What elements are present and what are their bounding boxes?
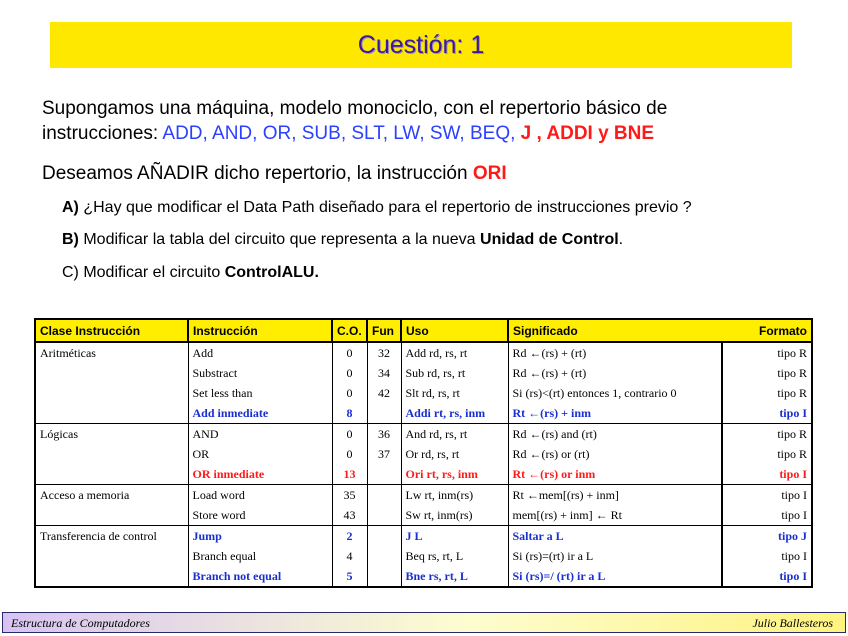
cell-uso: Beq rs, rt, L: [401, 546, 508, 566]
question-a-text: ¿Hay que modificar el Data Path diseñado para el repertorio de instrucciones previo ?: [78, 199, 692, 216]
cell-fun: 42: [367, 383, 401, 403]
cell-significado: Rd ←(rs) and (rt): [508, 424, 722, 445]
cell-instruccion: Substract: [188, 363, 332, 383]
header-significado: Significado: [508, 319, 722, 342]
intro-paragraph: [42, 96, 832, 146]
cell-significado: Si (rs)<(rt) entonces 1, contrario 0: [508, 383, 722, 403]
cell-formato: tipo R: [722, 342, 812, 363]
cell-instruccion: AND: [188, 424, 332, 445]
table-row: [35, 485, 812, 506]
header-instruccion: Instrucción: [188, 319, 332, 342]
footer-bar: [2, 612, 846, 633]
header-fun: Fun: [367, 319, 401, 342]
cell-significado: Si (rs)=/ (rt) ir a L: [508, 566, 722, 587]
table-row: [35, 342, 812, 363]
cell-uso: Or rd, rs, rt: [401, 444, 508, 464]
cell-co: 0: [332, 342, 367, 363]
cell-formato: tipo R: [722, 424, 812, 445]
header-co: C.O.: [332, 319, 367, 342]
cell-uso: Sub rd, rs, rt: [401, 363, 508, 383]
cell-formato: tipo I: [722, 403, 812, 424]
cell-significado: Saltar a L: [508, 526, 722, 547]
cell-significado: Rd ←(rs) + (rt): [508, 342, 722, 363]
cell-clase: [35, 464, 188, 485]
cell-co: 35: [332, 485, 367, 506]
cell-fun: 34: [367, 363, 401, 383]
cell-formato: tipo I: [722, 485, 812, 506]
cell-fun: [367, 505, 401, 526]
cell-significado: mem[(rs) + inm] ← Rt: [508, 505, 722, 526]
cell-co: 0: [332, 444, 367, 464]
cell-formato: tipo R: [722, 363, 812, 383]
question-a-label: A): [62, 199, 79, 216]
table-header-row: [35, 319, 812, 342]
question-c: [62, 264, 319, 282]
cell-co: 5: [332, 566, 367, 587]
cell-fun: 37: [367, 444, 401, 464]
cell-uso: Lw rt, inm(rs): [401, 485, 508, 506]
table-row: [35, 546, 812, 566]
table-row: [35, 403, 812, 424]
cell-significado: Rd ←(rs) + (rt): [508, 363, 722, 383]
cell-instruccion: Branch equal: [188, 546, 332, 566]
cell-co: 0: [332, 424, 367, 445]
cell-fun: [367, 566, 401, 587]
question-a: [62, 199, 692, 217]
new-instruction: ORI: [472, 163, 507, 184]
intro-prefix: instrucciones:: [42, 123, 163, 144]
table-row: [35, 505, 812, 526]
slide-title: Cuestión: 1: [357, 30, 485, 59]
intro-line-2: [42, 121, 832, 146]
cell-clase: [35, 546, 188, 566]
cell-formato: tipo I: [722, 464, 812, 485]
cell-uso: Addi rt, rs, inm: [401, 403, 508, 424]
cell-instruccion: Add: [188, 342, 332, 363]
cell-formato: tipo R: [722, 444, 812, 464]
cell-fun: [367, 403, 401, 424]
cell-clase: [35, 363, 188, 383]
instruction-table: [34, 318, 813, 588]
cell-instruccion: Load word: [188, 485, 332, 506]
cell-co: 0: [332, 363, 367, 383]
cell-instruccion: Set less than: [188, 383, 332, 403]
question-b-bold: Unidad de Control: [480, 231, 619, 248]
cell-fun: [367, 546, 401, 566]
cell-uso: Add rd, rs, rt: [401, 342, 508, 363]
question-c-bold: ControlALU.: [224, 264, 319, 281]
cell-co: 43: [332, 505, 367, 526]
cell-significado: Rd ←(rs) or (rt): [508, 444, 722, 464]
cell-uso: Sw rt, inm(rs): [401, 505, 508, 526]
cell-clase: [35, 505, 188, 526]
header-uso: Uso: [401, 319, 508, 342]
cell-fun: [367, 526, 401, 547]
table-row: [35, 566, 812, 587]
cell-instruccion: Jump: [188, 526, 332, 547]
table-row: [35, 526, 812, 547]
cell-formato: tipo R: [722, 383, 812, 403]
cell-significado: Rt ←mem[(rs) + inm]: [508, 485, 722, 506]
header-clase: Clase Instrucción: [35, 319, 188, 342]
cell-fun: 36: [367, 424, 401, 445]
cell-uso: Ori rt, rs, inm: [401, 464, 508, 485]
cell-clase: [35, 444, 188, 464]
table-row: [35, 383, 812, 403]
base-instructions: ADD, AND, OR, SUB, SLT, LW, SW, BEQ,: [162, 123, 521, 144]
cell-co: 2: [332, 526, 367, 547]
table-row: [35, 444, 812, 464]
cell-formato: tipo I: [722, 505, 812, 526]
cell-fun: [367, 464, 401, 485]
cell-uso: J L: [401, 526, 508, 547]
cell-significado: Rt ←(rs) + inm: [508, 403, 722, 424]
add-line-text: Deseamos AÑADIR dicho repertorio, la instrucción: [42, 163, 473, 184]
question-c-text: C) Modificar el circuito: [62, 264, 225, 281]
cell-clase: Acceso a memoria: [35, 485, 188, 506]
cell-fun: 32: [367, 342, 401, 363]
cell-formato: tipo I: [722, 566, 812, 587]
cell-co: 13: [332, 464, 367, 485]
cell-clase: Aritméticas: [35, 342, 188, 363]
cell-significado: Rt ←(rs) or inm: [508, 464, 722, 485]
cell-instruccion: Store word: [188, 505, 332, 526]
cell-significado: Si (rs)=(rt) ir a L: [508, 546, 722, 566]
cell-uso: And rd, rs, rt: [401, 424, 508, 445]
footer-author: Julio Ballesteros: [752, 616, 833, 630]
footer-course: Estructura de Computadores: [11, 616, 150, 630]
question-b: [62, 231, 623, 249]
cell-uso: Bne rs, rt, L: [401, 566, 508, 587]
cell-co: 8: [332, 403, 367, 424]
cell-clase: [35, 566, 188, 587]
cell-clase: [35, 383, 188, 403]
cell-instruccion: Add inmediate: [188, 403, 332, 424]
question-b-text: Modificar la tabla del circuito que representa a la nueva: [78, 231, 481, 248]
cell-formato: tipo I: [722, 546, 812, 566]
title-banner: [50, 22, 792, 68]
question-b-label: B): [62, 231, 79, 248]
intro-line-1: Supongamos una máquina, modelo monociclo, con el repertorio básico de: [42, 98, 668, 119]
cell-fun: [367, 485, 401, 506]
table-row: [35, 424, 812, 445]
table-row: [35, 464, 812, 485]
cell-clase: [35, 403, 188, 424]
table-row: [35, 363, 812, 383]
question-b-end: .: [618, 231, 624, 248]
cell-co: 0: [332, 383, 367, 403]
cell-formato: tipo J: [722, 526, 812, 547]
cell-instruccion: OR inmediate: [188, 464, 332, 485]
add-instruction-line: [42, 163, 507, 185]
cell-clase: Transferencia de control: [35, 526, 188, 547]
cell-instruccion: Branch not equal: [188, 566, 332, 587]
extra-instructions: J , ADDI y BNE: [520, 123, 655, 144]
cell-instruccion: OR: [188, 444, 332, 464]
cell-uso: Slt rd, rs, rt: [401, 383, 508, 403]
cell-clase: Lógicas: [35, 424, 188, 445]
header-formato: Formato: [722, 319, 812, 342]
cell-co: 4: [332, 546, 367, 566]
